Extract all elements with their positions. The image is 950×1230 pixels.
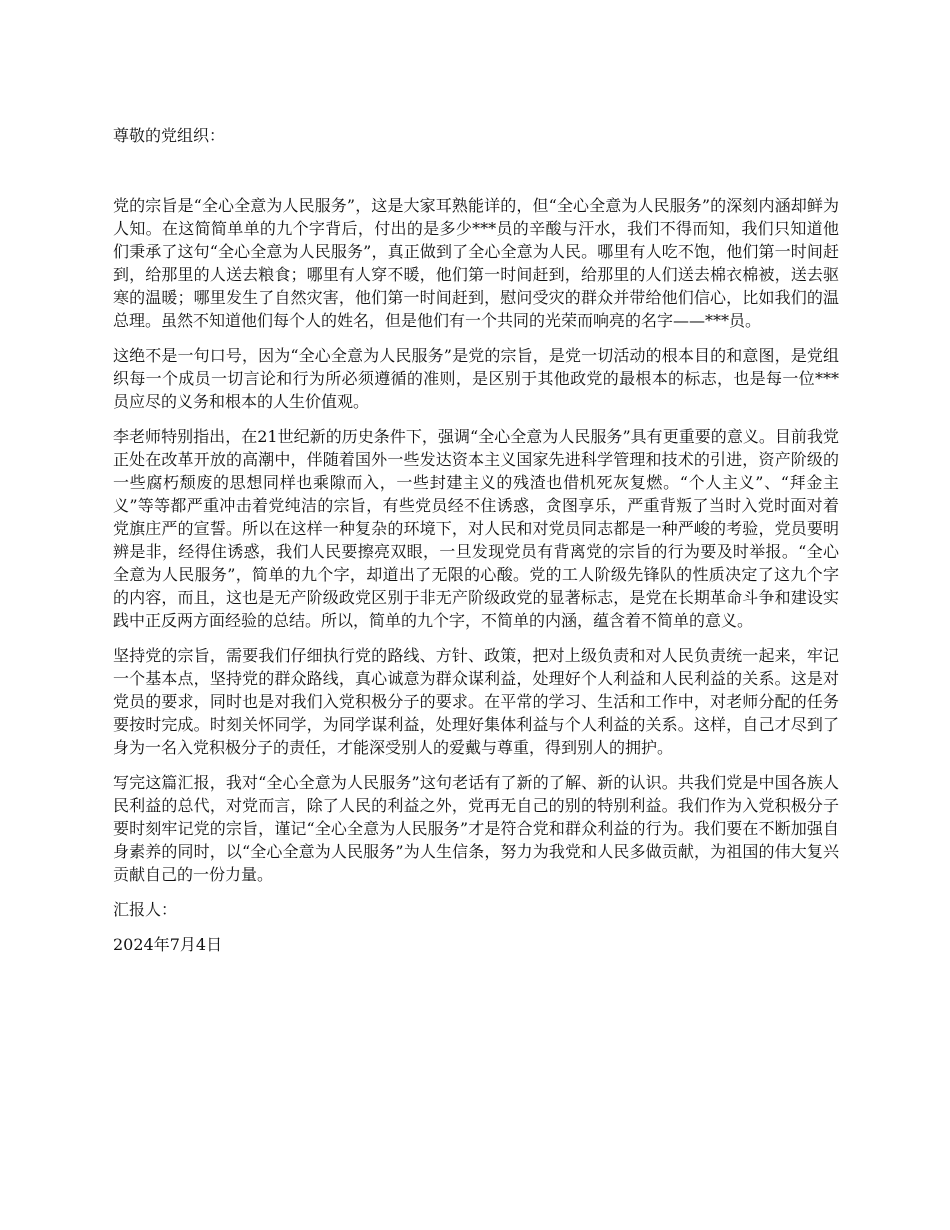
paragraph-3: 李老师特别指出，在21世纪新的历史条件下，强调“全心全意为人民服务”具有更重要的意义。目前我党正处在改革开放的高潮中，伴随着国外一些发达资本主义国家先进科学管理和技术的引进，资产阶级的一些腐朽颓废的思想同样也乘隙而入，一些封建主义的残渣也借机死灰复燃。“个人主义”、“拜金主义”等等都严重冲击着党纯洁的宗旨，有些党员经不住诱惑，贪图享乐，严重背叛了当时入党时面对着党旗庄严的宣誓。所以在这样一种复杂的环境下，对人民和对党员同志都是一种严峻的考验，党员要明辨是非，经得住诱惑，我们人民要擦亮双眼，一旦发现党员有背离党的宗旨的行为要及时举报。“全心全意为人民服务”，简单的九个字，却道出了无限的心酸。党的工人阶级先锋队的性质决定了这九个字的内容，而且，这也是无产阶级政党区别于非无产阶级政党的显著标志，是党在长期革命斗争和建设实践中正反两方面经验的总结。所以，简单的九个字，不简单的内涵，蕴含着不简单的意义。 bbox=[113, 427, 839, 630]
paragraph-2: 这绝不是一句口号，因为“全心全意为人民服务”是党的宗旨，是党一切活动的根本目的和意图，是党组织每一个成员一切言论和行为所必须遵循的准则，是区别于其他政党的最根本的标志，也是每一位***员应尽的义务和根本的人生价值观。 bbox=[113, 346, 839, 411]
paragraph-5: 写完这篇汇报，我对“全心全意为人民服务”这句老话有了新的了解、新的认识。共我们党是中国各族人民利益的总代，对党而言，除了人民的利益之外，党再无自己的别的特别利益。我们作为入党积极分子要时刻牢记党的宗旨，谨记“全心全意为人民服务”才是符合党和群众利益的行为。我们要在不断加强自身素养的同时，以“全心全意为人民服务”为人生信条，努力为我党和人民多做贡献，为祖国的伟大复兴贡献自己的一份力量。 bbox=[113, 773, 839, 884]
paragraph-4: 坚持党的宗旨，需要我们仔细执行党的路线、方针、政策，把对上级负责和对人民负责统一起来，牢记一个基本点，坚持党的群众路线，真心诚意为群众谋利益，处理好个人利益和人民利益的关系。这是对党员的要求，同时也是对我们入党积极分子的要求。在平常的学习、生活和工作中，对老师分配的任务要按时完成。时刻关怀同学，为同学谋利益，处理好集体利益与个人利益的关系。这样，自己才尽到了身为一名入党积极分子的责任，才能深受别人的爱戴与尊重，得到别人的拥护。 bbox=[113, 646, 839, 757]
report-date: 2024年7月4日 bbox=[113, 935, 223, 954]
paragraph-1: 党的宗旨是“全心全意为人民服务”，这是大家耳熟能详的，但“全心全意为人民服务”的深刻内涵却鲜为人知。在这简简单单的九个字背后，付出的是多少***员的辛酸与汗水，我们不得而知，我们只知道他们秉承了这句“全心全意为人民服务”，真正做到了全心全意为人民。哪里有人吃不饱，他们第一时间赶到，给那里的人送去粮食；哪里有人穿不暖，他们第一时间赶到，给那里的人们送去棉衣棉被，送去驱寒的温暖；哪里发生了自然灾害，他们第一时间赶到，慰问受灾的群众并带给他们信心，比如我们的温总理。虽然不知道他们每个人的姓名，但是他们有一个共同的光荣而响亮的名字——***员。 bbox=[113, 196, 839, 330]
salutation: 尊敬的党组织： bbox=[113, 126, 226, 145]
signature-label: 汇报人： bbox=[113, 900, 178, 919]
document-page bbox=[113, 124, 839, 956]
